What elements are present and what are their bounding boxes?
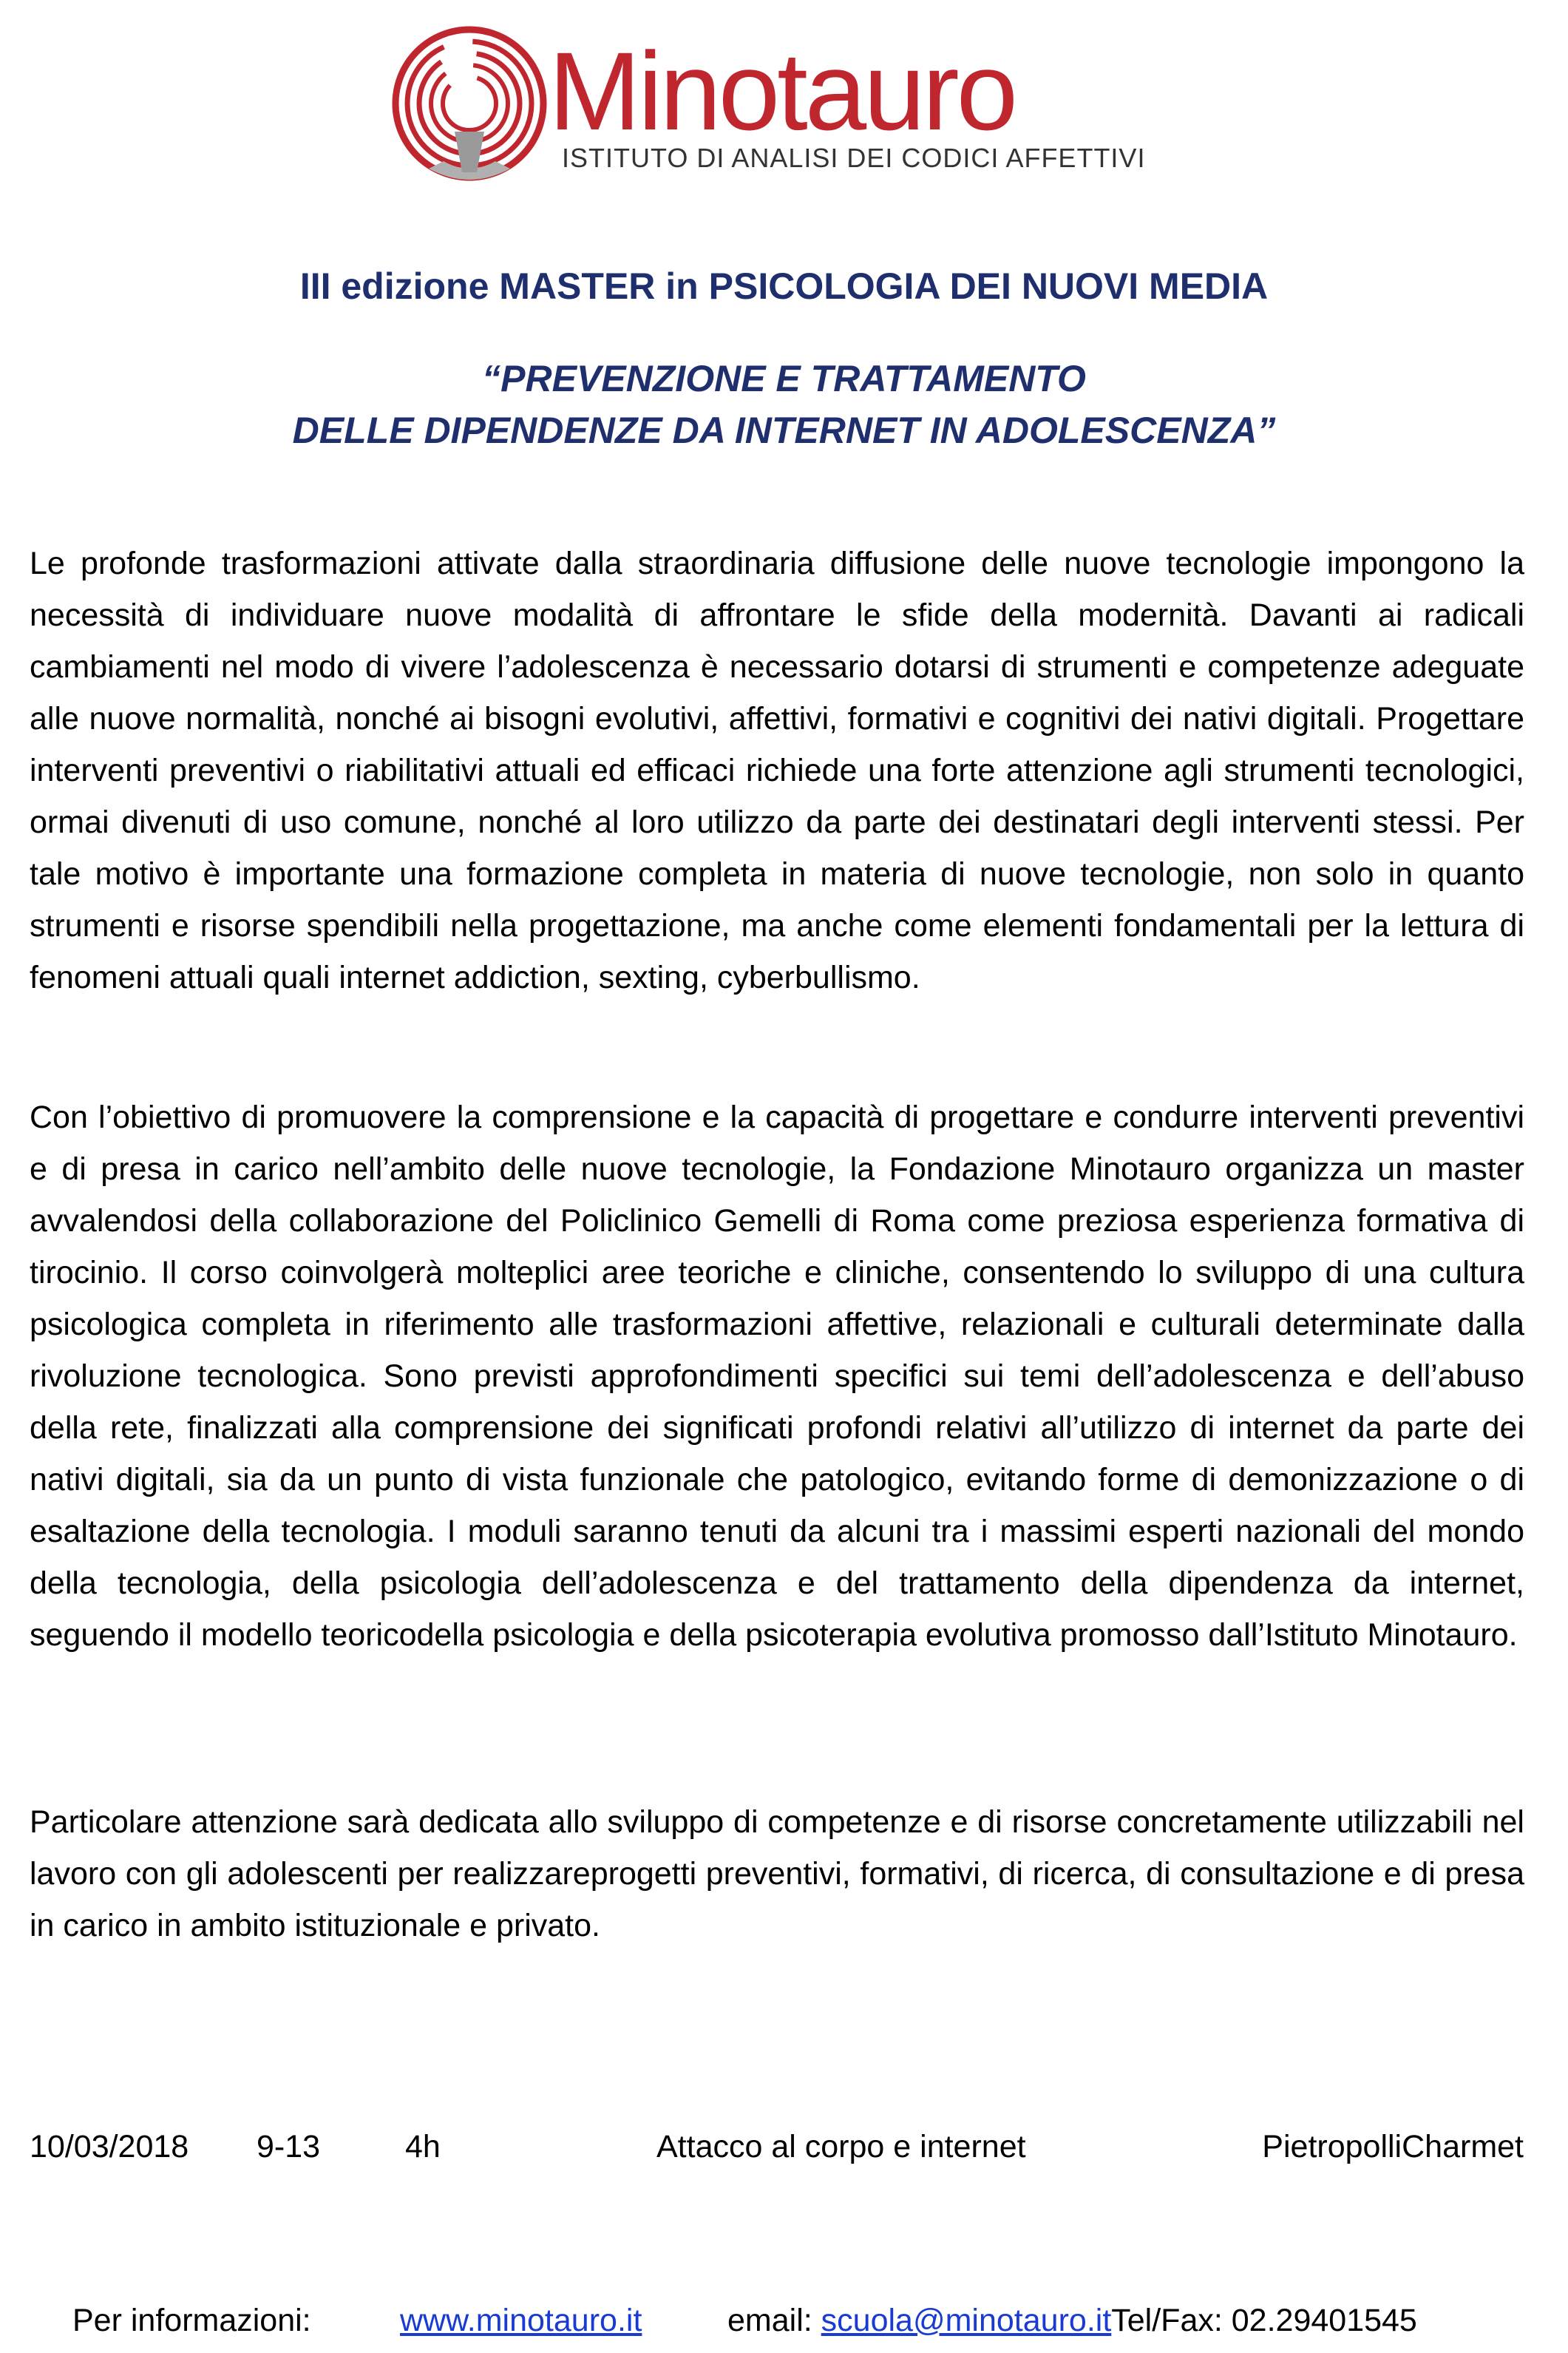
footer-contact [727,2298,1417,2343]
schedule-date: 10/03/2018 [30,2129,189,2164]
page-title: III edizione MASTER in PSICOLOGIA DEI NUOVI MEDIA [299,265,1269,307]
subtitle-line-1: “PREVENZIONE E TRATTAMENTO [482,358,1086,399]
email-link[interactable]: scuola@minotauro.it [821,2303,1112,2338]
schedule-duration: 4h [405,2129,441,2164]
spiral-mark-icon [384,21,554,191]
body-paragraph-1: Le profonde trasformazioni attivate dalla straordinaria diffusione delle nuove tecnologie impongono la necessità di individuare nuove modalità di affrontare le sfide della modernità. Davanti ai radicali cambiamenti nel modo di vivere l’adolescenza è necessario dotarsi di strumenti e competenze adeguate alle nuove normalità, nonché ai bisogni evolutivi, affettivi, formativi e cognitivi dei nativi digitali. Progettare interventi preventivi o riabilitativi attuali ed efficaci richiede una forte attenzione agli strumenti tecnologici, ormai divenuti di uso comune, nonché al loro utilizzo da parte dei destinatari degli interventi stessi. Per tale motivo è importante una formazione completa in materia di nuove tecnologie, non solo in quanto strumenti e risorse spendibili nella progettazione, ma anche come elementi fondamentali per la lettura di fenomeni attuali quali internet addiction, sexting, cyberbullismo. [30,546,1524,995]
minotauro-logo [384,21,1146,191]
tel-fax: Tel/Fax: 02.29401545 [1111,2303,1417,2338]
body-paragraph-3: Particolare attenzione sarà dedicata allo sviluppo di competenze e di risorse concretamente utilizzabili nel lavoro con gli adolescenti per realizzareprogetti preventivi, formativi, di ricerca, di consultazione e di presa in carico in ambito istituzionale e privato. [30,1804,1524,1943]
footer-info-label: Per informazioni: [72,2303,311,2338]
schedule-time: 9-13 [257,2129,321,2164]
schedule-topic: Attacco al corpo e internet [656,2129,1026,2164]
logo-tagline: ISTITUTO DI ANALISI DEI CODICI AFFETTIVI [562,143,1146,173]
logo-wordmark: Minotauro [549,29,1016,153]
schedule-teacher: PietropolliCharmet [1262,2129,1524,2164]
body-paragraph-2: Con l’obiettivo di promuovere la comprensione e la capacità di progettare e condurre interventi preventivi e di presa in carico nell’ambito delle nuove tecnologie, la Fondazione Minotauro organizza un master avvalendosi della collaborazione del Policlinico Gemelli di Roma come preziosa esperienza formativa di tirocinio. Il corso coinvolgerà molteplici aree teoriche e cliniche, consentendo lo sviluppo di una cultura psicologica completa in riferimento alle trasformazioni affettive, relazionali e culturali determinate dalla rivoluzione tecnologica. Sono previsti approfondimenti specifici sui temi dell’adolescenza e dell’abuso della rete, finalizzati alla comprensione dei significati profondi relativi all’utilizzo di internet da parte dei nativi digitali, sia da un punto di vista funzionale che patologico, evitando forme di demonizzazione o di esaltazione della tecnologia. I moduli saranno tenuti da alcuni tra i massimi esperti nazionali del mondo della tecnologia, della psicologia dell’adolescenza e del trattamento della dipendenza da internet, seguendo il modello teoricodella psicologia e della psicoterapia evolutiva promosso dall’Istituto Minotauro. [30,1100,1524,1653]
subtitle-line-2: DELLE DIPENDENZE DA INTERNET IN ADOLESCENZA” [292,410,1276,451]
website-link[interactable]: www.minotauro.it [400,2303,642,2338]
email-label: email: [727,2303,812,2338]
